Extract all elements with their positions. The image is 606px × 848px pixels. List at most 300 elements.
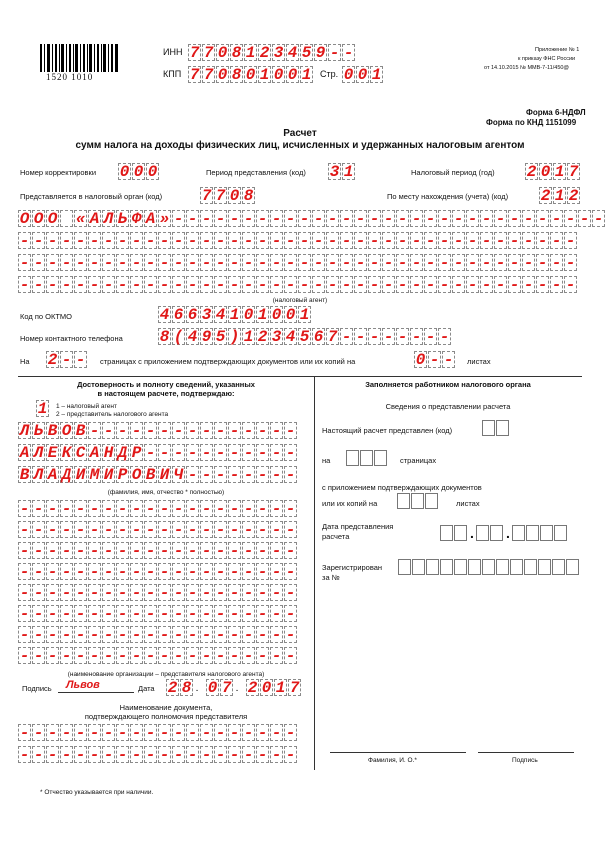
- char-cell: -: [299, 276, 310, 294]
- char-cell: 2: [540, 187, 551, 205]
- organization-row[interactable]: [18, 542, 298, 559]
- char-cell: 5: [215, 328, 226, 346]
- char-cell: -: [429, 351, 440, 369]
- char-cell: -: [215, 626, 226, 644]
- char-cell: -: [243, 563, 254, 581]
- pages-count-field[interactable]: [346, 450, 388, 466]
- char-cell: -: [327, 276, 338, 294]
- correction-field[interactable]: [118, 163, 160, 180]
- char-cell: -: [495, 276, 506, 294]
- char-cell: -: [131, 276, 142, 294]
- char-cell: 0: [273, 66, 284, 84]
- sheets-field[interactable]: [414, 351, 456, 368]
- empty-cell: [496, 559, 509, 575]
- char-cell: 7: [215, 187, 226, 205]
- char-cell: -: [551, 210, 562, 228]
- char-cell: 1: [243, 328, 254, 346]
- char-cell: -: [453, 232, 464, 250]
- char-cell: -: [47, 500, 58, 518]
- char-cell: -: [89, 542, 100, 560]
- char-cell: -: [243, 647, 254, 665]
- char-cell: -: [19, 276, 30, 294]
- char-cell: 5: [301, 44, 312, 62]
- char-cell: -: [159, 647, 170, 665]
- char-cell: 7: [221, 679, 232, 697]
- appendix-line2: к приказу ФНС России: [518, 56, 576, 62]
- char-cell: -: [173, 563, 184, 581]
- char-cell: 5: [299, 328, 310, 346]
- char-cell: -: [495, 232, 506, 250]
- form-knd: Форма по КНД 1151099: [486, 118, 577, 127]
- char-cell: -: [159, 500, 170, 518]
- char-cell: -: [443, 351, 454, 369]
- empty-cell: [552, 559, 565, 575]
- char-cell: -: [383, 210, 394, 228]
- char-cell: -: [173, 444, 184, 462]
- char-cell: -: [75, 584, 86, 602]
- org-caption: (наименование организации – представителя налогового агента): [67, 671, 265, 678]
- char-cell: -: [229, 521, 240, 539]
- char-cell: В: [75, 422, 86, 440]
- char-cell: -: [257, 626, 268, 644]
- char-cell: -: [19, 724, 30, 742]
- pages-field[interactable]: [46, 351, 88, 368]
- char-cell: -: [201, 724, 212, 742]
- agent-row-4[interactable]: [18, 276, 578, 293]
- oktmo-field[interactable]: [158, 306, 312, 323]
- char-cell: -: [145, 647, 156, 665]
- char-cell: -: [285, 626, 296, 644]
- char-cell: -: [271, 466, 282, 484]
- char-cell: -: [215, 466, 226, 484]
- char-cell: -: [173, 422, 184, 440]
- char-cell: -: [187, 521, 198, 539]
- char-cell: -: [159, 254, 170, 272]
- title-line2: сумм налога на доходы физических лиц, исчисленных и удержанных налоговым агентом: [75, 140, 525, 151]
- period-field[interactable]: [328, 163, 356, 180]
- char-cell: Н: [103, 444, 114, 462]
- char-cell: -: [329, 44, 340, 62]
- char-cell: -: [425, 210, 436, 228]
- char-cell: С: [75, 444, 86, 462]
- char-cell: -: [159, 521, 170, 539]
- char-cell: В: [47, 422, 58, 440]
- char-cell: 4: [287, 44, 298, 62]
- char-cell: -: [397, 276, 408, 294]
- empty-cell: [412, 559, 425, 575]
- char-cell: 3: [271, 328, 282, 346]
- period-label: Период представления (код): [206, 168, 306, 177]
- organization-row[interactable]: [18, 521, 298, 538]
- organization-row[interactable]: [18, 500, 298, 517]
- char-cell: -: [187, 422, 198, 440]
- correction-label: Номер корректировки: [20, 168, 97, 177]
- char-cell: -: [117, 254, 128, 272]
- char-cell: 1: [275, 679, 286, 697]
- char-cell: -: [19, 232, 30, 250]
- organization-row[interactable]: [18, 605, 298, 622]
- char-cell: -: [271, 276, 282, 294]
- char-cell: -: [425, 232, 436, 250]
- char-cell: -: [187, 647, 198, 665]
- char-cell: -: [75, 254, 86, 272]
- char-cell: -: [257, 254, 268, 272]
- char-cell: 2: [167, 679, 178, 697]
- char-cell: -: [215, 232, 226, 250]
- char-cell: -: [285, 521, 296, 539]
- char-cell: -: [33, 605, 44, 623]
- tax-period-label: Налоговый период (год): [411, 168, 495, 177]
- char-cell: -: [467, 232, 478, 250]
- char-cell: 1: [343, 163, 354, 181]
- char-cell: 0: [415, 351, 426, 369]
- char-cell: -: [187, 276, 198, 294]
- char-cell: -: [243, 724, 254, 742]
- authority-field[interactable]: [200, 187, 256, 204]
- char-cell: Л: [19, 422, 30, 440]
- char-cell: -: [243, 500, 254, 518]
- date-day-field[interactable]: [166, 679, 194, 696]
- char-cell: 1: [257, 306, 268, 324]
- appendix-line3: от 14.10.2015 № ММВ-7-11/450@: [484, 65, 570, 71]
- char-cell: -: [61, 351, 72, 369]
- char-cell: -: [229, 232, 240, 250]
- char-cell: -: [271, 210, 282, 228]
- barcode-bars: [40, 44, 118, 72]
- char-cell: -: [47, 254, 58, 272]
- char-cell: Ь: [117, 210, 128, 228]
- barcode: [40, 44, 118, 80]
- char-cell: -: [439, 232, 450, 250]
- char-cell: 0: [343, 66, 354, 84]
- char-cell: 4: [285, 328, 296, 346]
- char-cell: -: [215, 210, 226, 228]
- char-cell: -: [243, 746, 254, 764]
- inn-field[interactable]: [188, 44, 356, 61]
- char-cell: -: [103, 521, 114, 539]
- char-cell: -: [173, 521, 184, 539]
- char-cell: Ф: [131, 210, 142, 228]
- char-cell: -: [47, 276, 58, 294]
- char-cell: -: [159, 746, 170, 764]
- char-cell: -: [131, 605, 142, 623]
- agent-row-2[interactable]: [18, 232, 578, 249]
- char-cell: -: [509, 232, 520, 250]
- signature-line: [58, 692, 134, 693]
- registration-number-field[interactable]: [398, 559, 580, 575]
- char-cell: -: [565, 276, 576, 294]
- char-cell: -: [201, 466, 212, 484]
- char-cell: -: [243, 626, 254, 644]
- char-cell: -: [75, 724, 86, 742]
- char-cell: -: [383, 276, 394, 294]
- char-cell: 1: [371, 66, 382, 84]
- char-cell: »: [159, 210, 170, 228]
- char-cell: -: [537, 276, 548, 294]
- char-cell: -: [257, 444, 268, 462]
- title-line1: Расчет: [283, 128, 317, 139]
- char-cell: -: [271, 254, 282, 272]
- char-cell: -: [159, 724, 170, 742]
- left-title-line1: Достоверность и полноту сведений, указанных: [77, 380, 255, 389]
- char-cell: -: [551, 254, 562, 272]
- kpp-field[interactable]: [188, 66, 314, 83]
- char-cell: 0: [147, 163, 158, 181]
- char-cell: 7: [568, 163, 579, 181]
- char-cell: -: [117, 626, 128, 644]
- char-cell: 7: [189, 66, 200, 84]
- submitted-code-field[interactable]: [482, 420, 510, 436]
- char-cell: -: [229, 422, 240, 440]
- char-cell: -: [47, 746, 58, 764]
- tax-period-field[interactable]: [525, 163, 581, 180]
- char-cell: -: [103, 422, 114, 440]
- char-cell: -: [425, 328, 436, 346]
- empty-cell: [426, 559, 439, 575]
- organization-row[interactable]: [18, 584, 298, 601]
- char-cell: -: [453, 210, 464, 228]
- char-cell: -: [187, 232, 198, 250]
- char-cell: -: [131, 254, 142, 272]
- char-cell: -: [299, 210, 310, 228]
- or-copies-label: или их копий на: [322, 499, 378, 508]
- char-cell: Е: [47, 444, 58, 462]
- agent-row-1[interactable]: [18, 210, 606, 227]
- char-cell: -: [19, 563, 30, 581]
- char-cell: 1: [554, 187, 565, 205]
- date-label: Дата: [138, 684, 155, 693]
- char-cell: -: [551, 276, 562, 294]
- footnote: * Отчество указывается при наличии.: [40, 789, 154, 796]
- char-cell: -: [61, 276, 72, 294]
- char-cell: -: [33, 626, 44, 644]
- char-cell: -: [439, 210, 450, 228]
- char-cell: -: [271, 444, 282, 462]
- location-field[interactable]: [539, 187, 581, 204]
- char-cell: -: [257, 647, 268, 665]
- char-cell: -: [117, 500, 128, 518]
- char-cell: -: [369, 232, 380, 250]
- document-row[interactable]: [18, 746, 298, 763]
- char-cell: -: [299, 254, 310, 272]
- date-month-field[interactable]: [206, 679, 234, 696]
- signer-code-field[interactable]: [36, 400, 50, 417]
- char-cell: -: [229, 210, 240, 228]
- char-cell: -: [257, 500, 268, 518]
- char-cell: Л: [33, 466, 44, 484]
- char-cell: -: [75, 500, 86, 518]
- char-cell: А: [47, 466, 58, 484]
- char-cell: -: [355, 232, 366, 250]
- char-cell: -: [243, 584, 254, 602]
- char-cell: -: [173, 500, 184, 518]
- char-cell: -: [397, 254, 408, 272]
- char-cell: -: [481, 232, 492, 250]
- char-cell: -: [131, 232, 142, 250]
- char-cell: -: [355, 276, 366, 294]
- char-cell: -: [33, 276, 44, 294]
- char-cell: -: [47, 647, 58, 665]
- char-cell: -: [145, 626, 156, 644]
- organization-row[interactable]: [18, 647, 298, 664]
- char-cell: 0: [287, 66, 298, 84]
- char-cell: -: [131, 563, 142, 581]
- char-cell: -: [103, 746, 114, 764]
- char-cell: -: [159, 563, 170, 581]
- surname-field[interactable]: [18, 422, 298, 439]
- char-cell: -: [285, 232, 296, 250]
- char-cell: -: [89, 746, 100, 764]
- char-cell: -: [369, 276, 380, 294]
- char-cell: 0: [217, 44, 228, 62]
- char-cell: -: [117, 605, 128, 623]
- char-cell: -: [229, 466, 240, 484]
- char-cell: Л: [103, 210, 114, 228]
- char-cell: 0: [133, 163, 144, 181]
- char-cell: -: [327, 232, 338, 250]
- char-cell: -: [439, 276, 450, 294]
- char-cell: -: [61, 500, 72, 518]
- char-cell: -: [187, 605, 198, 623]
- char-cell: -: [61, 542, 72, 560]
- char-cell: К: [61, 444, 72, 462]
- phone-field[interactable]: [158, 328, 452, 345]
- char-cell: -: [565, 210, 576, 228]
- date-submitted-field[interactable]: . .: [440, 525, 568, 541]
- char-cell: -: [75, 605, 86, 623]
- char-cell: -: [271, 605, 282, 623]
- first-name-field[interactable]: [18, 444, 298, 461]
- char-cell: -: [173, 605, 184, 623]
- char-cell: А: [145, 210, 156, 228]
- char-cell: -: [145, 746, 156, 764]
- char-cell: 0: [229, 187, 240, 205]
- char-cell: -: [103, 647, 114, 665]
- char-cell: -: [243, 232, 254, 250]
- char-cell: 0: [261, 679, 272, 697]
- char-cell: -: [257, 746, 268, 764]
- char-cell: 1: [229, 306, 240, 324]
- patronymic-field[interactable]: [18, 466, 298, 483]
- empty-cell: [440, 559, 453, 575]
- char-cell: -: [593, 210, 604, 228]
- char-cell: -: [243, 422, 254, 440]
- char-cell: -: [103, 584, 114, 602]
- char-cell: -: [439, 254, 450, 272]
- char-cell: -: [285, 276, 296, 294]
- char-cell: -: [313, 232, 324, 250]
- char-cell: -: [229, 605, 240, 623]
- char-cell: -: [173, 210, 184, 228]
- organization-row[interactable]: [18, 563, 298, 580]
- char-cell: 2: [247, 679, 258, 697]
- char-cell: -: [565, 254, 576, 272]
- char-cell: -: [75, 276, 86, 294]
- char-cell: -: [271, 584, 282, 602]
- on-pages-label: на: [322, 456, 331, 465]
- char-cell: -: [481, 254, 492, 272]
- empty-cell: [454, 559, 467, 575]
- char-cell: -: [285, 210, 296, 228]
- char-cell: -: [33, 647, 44, 665]
- char-cell: -: [215, 542, 226, 560]
- char-cell: -: [271, 232, 282, 250]
- char-cell: Д: [117, 444, 128, 462]
- char-cell: 3: [329, 163, 340, 181]
- char-cell: -: [201, 563, 212, 581]
- char-cell: Ч: [173, 466, 184, 484]
- char-cell: -: [383, 232, 394, 250]
- char-cell: -: [215, 724, 226, 742]
- copies-sheets-field[interactable]: [397, 493, 439, 509]
- char-cell: -: [61, 605, 72, 623]
- empty-cell: [510, 559, 523, 575]
- char-cell: -: [33, 542, 44, 560]
- char-cell: (: [173, 328, 184, 346]
- document-row[interactable]: [18, 724, 298, 741]
- char-cell: -: [89, 232, 100, 250]
- char-cell: -: [229, 724, 240, 742]
- char-cell: В: [145, 466, 156, 484]
- char-cell: -: [173, 647, 184, 665]
- char-cell: -: [117, 746, 128, 764]
- fio-signature-line: [330, 752, 466, 753]
- right-sign-caption: Подпись: [512, 757, 538, 764]
- char-cell: -: [159, 542, 170, 560]
- char-cell: -: [481, 276, 492, 294]
- appendix-line1: Приложение № 1: [535, 47, 580, 53]
- date-year-field[interactable]: [246, 679, 302, 696]
- char-cell: 8: [181, 679, 192, 697]
- left-title-line2: в настоящем расчете, подтверждаю:: [97, 389, 235, 398]
- char-cell: -: [411, 232, 422, 250]
- char-cell: 8: [159, 328, 170, 346]
- doc-line2: подтверждающего полномочия представителя: [84, 712, 248, 721]
- sheets-label-right: листах: [456, 499, 480, 508]
- date-submitted-label-2: расчета: [322, 532, 350, 541]
- char-cell: -: [215, 746, 226, 764]
- char-cell: -: [523, 254, 534, 272]
- char-cell: -: [257, 210, 268, 228]
- char-cell: -: [33, 254, 44, 272]
- char-cell: -: [159, 584, 170, 602]
- char-cell: -: [61, 724, 72, 742]
- char-cell: -: [425, 276, 436, 294]
- char-cell: -: [47, 626, 58, 644]
- char-cell: -: [341, 276, 352, 294]
- char-cell: -: [271, 500, 282, 518]
- char-cell: И: [75, 466, 86, 484]
- char-cell: -: [313, 210, 324, 228]
- char-cell: -: [19, 254, 30, 272]
- char-cell: -: [355, 254, 366, 272]
- char-cell: И: [159, 466, 170, 484]
- page-field[interactable]: [342, 66, 384, 83]
- char-cell: -: [229, 276, 240, 294]
- char-cell: -: [103, 605, 114, 623]
- char-cell: -: [33, 724, 44, 742]
- agent-row-3[interactable]: [18, 254, 578, 271]
- organization-row[interactable]: [18, 626, 298, 643]
- char-cell: -: [187, 563, 198, 581]
- char-cell: 0: [271, 306, 282, 324]
- char-cell: -: [187, 724, 198, 742]
- char-cell: -: [243, 605, 254, 623]
- char-cell: -: [61, 232, 72, 250]
- char-cell: -: [89, 563, 100, 581]
- char-cell: -: [201, 746, 212, 764]
- char-cell: -: [145, 254, 156, 272]
